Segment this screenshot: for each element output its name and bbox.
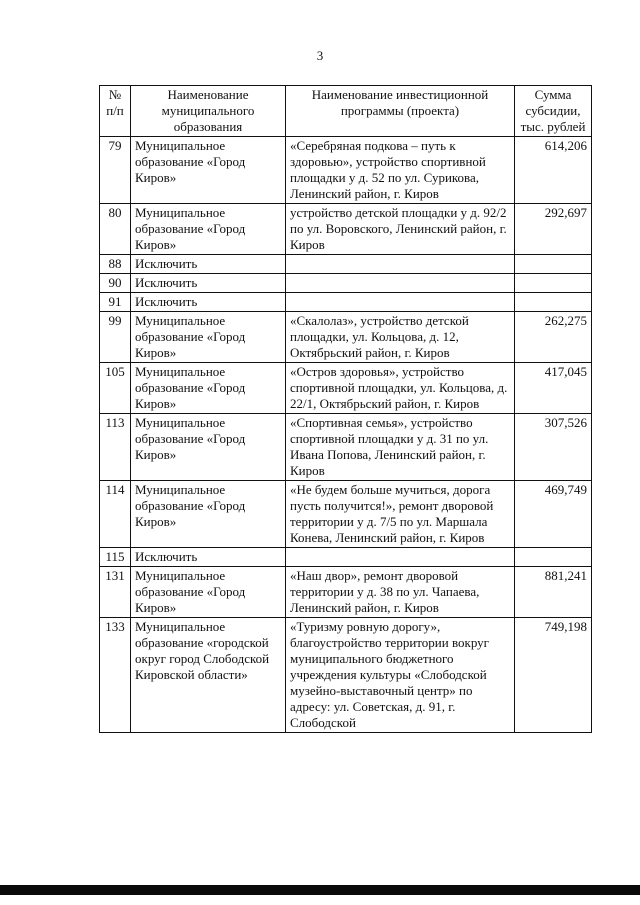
cell-municipality: Исключить bbox=[131, 548, 286, 567]
scan-edge-bar bbox=[0, 885, 640, 895]
page-number: 3 bbox=[316, 48, 324, 63]
cell-sum: 292,697 bbox=[515, 204, 592, 255]
header-program: Наименование инвестиционной программы (проекта) bbox=[286, 86, 515, 137]
cell-municipality: Муниципальное образование «Город Киров» bbox=[131, 204, 286, 255]
cell-num: 91 bbox=[100, 293, 131, 312]
subsidy-table bbox=[99, 85, 592, 733]
cell-municipality: Муниципальное образование «Город Киров» bbox=[131, 363, 286, 414]
cell-program bbox=[286, 293, 515, 312]
cell-sum bbox=[515, 548, 592, 567]
cell-sum bbox=[515, 255, 592, 274]
cell-num: 80 bbox=[100, 204, 131, 255]
table-row bbox=[100, 618, 592, 733]
cell-num: 115 bbox=[100, 548, 131, 567]
cell-program bbox=[286, 548, 515, 567]
header-sum: Сумма субсидии, тыс. рублей bbox=[515, 86, 592, 137]
table-row bbox=[100, 137, 592, 204]
cell-num: 113 bbox=[100, 414, 131, 481]
cell-program: «Спортивная семья», устройство спортивной площадки у д. 31 по ул. Ивана Попова, Ленинский район, г. Киров bbox=[286, 414, 515, 481]
table-row bbox=[100, 363, 592, 414]
table-row bbox=[100, 204, 592, 255]
cell-num: 99 bbox=[100, 312, 131, 363]
cell-program: «Не будем больше мучиться, дорога пусть получится!», ремонт дворовой территории у д. 7/5 по ул. Маршала Конева, Ленинский район, г. Киров bbox=[286, 481, 515, 548]
cell-program: «Серебряная подкова – путь к здоровью», устройство спортивной площадки у д. 52 по ул. Сурикова, Ленинский район, г. Киров bbox=[286, 137, 515, 204]
cell-num: 79 bbox=[100, 137, 131, 204]
table-row bbox=[100, 414, 592, 481]
table-body bbox=[100, 137, 592, 733]
cell-num: 131 bbox=[100, 567, 131, 618]
table-header-row bbox=[100, 86, 592, 137]
cell-sum: 307,526 bbox=[515, 414, 592, 481]
header-municipality: Наименование муниципального образования bbox=[131, 86, 286, 137]
header-num: № п/п bbox=[100, 86, 131, 137]
table-row bbox=[100, 312, 592, 363]
cell-sum bbox=[515, 274, 592, 293]
cell-municipality: Исключить bbox=[131, 293, 286, 312]
cell-sum: 469,749 bbox=[515, 481, 592, 548]
cell-municipality: Исключить bbox=[131, 274, 286, 293]
cell-sum bbox=[515, 293, 592, 312]
cell-municipality: Муниципальное образование «городской округ город Слободской Кировской области» bbox=[131, 618, 286, 733]
cell-municipality: Муниципальное образование «Город Киров» bbox=[131, 312, 286, 363]
cell-sum: 417,045 bbox=[515, 363, 592, 414]
cell-num: 133 bbox=[100, 618, 131, 733]
cell-num: 90 bbox=[100, 274, 131, 293]
cell-program: «Наш двор», ремонт дворовой территории у д. 38 по ул. Чапаева, Ленинский район, г. Киров bbox=[286, 567, 515, 618]
cell-program: «Туризму ровную дорогу», благоустройство территории вокруг муниципального бюджетного учреждения культуры «Слободской музейно-выставочный центр» по адресу: ул. Советская, д. 91, г. Слободской bbox=[286, 618, 515, 733]
cell-sum: 749,198 bbox=[515, 618, 592, 733]
cell-sum: 881,241 bbox=[515, 567, 592, 618]
table-row bbox=[100, 548, 592, 567]
cell-program: «Остров здоровья», устройство спортивной площадки, ул. Кольцова, д. 22/1, Октябрьский район, г. Киров bbox=[286, 363, 515, 414]
cell-municipality: Муниципальное образование «Город Киров» bbox=[131, 567, 286, 618]
cell-num: 114 bbox=[100, 481, 131, 548]
cell-program bbox=[286, 274, 515, 293]
cell-program: «Скалолаз», устройство детской площадки, ул. Кольцова, д. 12, Октябрьский район, г. Киров bbox=[286, 312, 515, 363]
cell-municipality: Муниципальное образование «Город Киров» bbox=[131, 137, 286, 204]
table-row bbox=[100, 293, 592, 312]
table-row bbox=[100, 274, 592, 293]
cell-municipality: Муниципальное образование «Город Киров» bbox=[131, 481, 286, 548]
cell-program: устройство детской площадки у д. 92/2 по ул. Воровского, Ленинский район, г. Киров bbox=[286, 204, 515, 255]
cell-sum: 614,206 bbox=[515, 137, 592, 204]
table-row bbox=[100, 255, 592, 274]
cell-program bbox=[286, 255, 515, 274]
table-row bbox=[100, 481, 592, 548]
cell-sum: 262,275 bbox=[515, 312, 592, 363]
cell-num: 105 bbox=[100, 363, 131, 414]
cell-municipality: Муниципальное образование «Город Киров» bbox=[131, 414, 286, 481]
cell-municipality: Исключить bbox=[131, 255, 286, 274]
cell-num: 88 bbox=[100, 255, 131, 274]
table-row bbox=[100, 567, 592, 618]
